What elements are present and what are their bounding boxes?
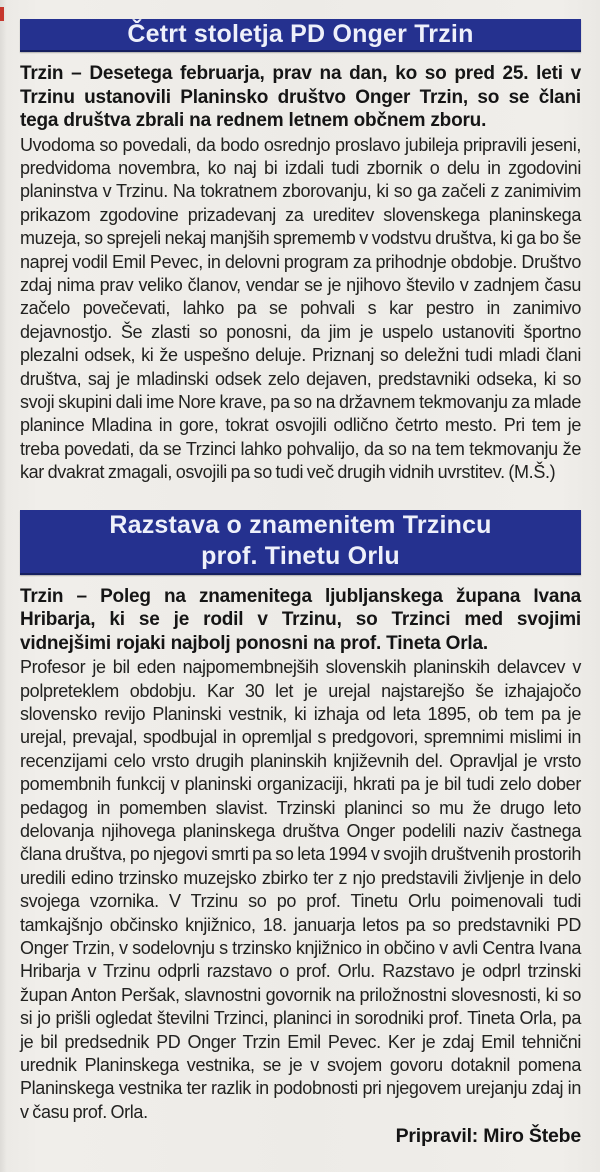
article-body: Uvodoma so povedali, da bodo osrednjo proslavo jubileja pripravili jeseni, predvidoma novembra, ko naj bi izdali tudi zbornik o delu in zgodovini planinstva v Trzinu. Na tokratnem zborovanju, ki so ga začeli z zanimivim prikazom zgodovine prizadevanj za ureditev slovenskega planinskega muzeja, so sprejeli nekaj manjših sprememb v vodstvu društva, ki ga bo še naprej vodil Emil Pevec, in delovni program za prihodnje obdobje. Društvo zdaj nima prav veliko članov, vendar se je njihovo število v zadnjem času začelo povečevati, lahko pa se pohvali s kar pestro in zanimivo dejavnostjo. Še zlasti so ponosni, da jim je uspelo ustanoviti športno plezalni odsek, ki že uspešno deluje. Priznanj so deležni tudi mladi člani društva, saj je mladinski odsek zelo dejaven, predstavniki odseka, ki so svoji skupini dali ime Nore krave, pa so na državnem tekmovanju za mlade planince Mladina in gore, tokrat osvojili odlično četrto mesto. Pri tem je treba povedati, da se Trzinci lahko pohvalijo, da so na tem tekmovanju že kar dvakrat zmagali, osvojili pa so tudi več drugih vidnih uvrstitev. (M.Š.) — [20, 134, 581, 483]
article-title-line: Četrt stoletja PD Onger Trzin — [127, 20, 474, 48]
article-title-line-1: Razstava o znamenitem Trzincu — [109, 511, 492, 540]
article-title-line-2: prof. Tinetu Orlu — [201, 542, 400, 571]
article-title-banner — [20, 510, 581, 575]
article-lead: Trzin – Poleg na znamenitega ljubljanskega župana Ivana Hribarja, ki se je rodil v Trzinu, so Trzinci med svojimi vidnejšimi rojaki najbolj ponosni na prof. Tineta Orla. — [20, 585, 581, 654]
article-title — [109, 510, 491, 572]
article-title-banner — [20, 19, 581, 52]
article-body: Profesor je bil eden najpomembnejših slovenskih planinskih delavcev v polpreteklem obdobju. Kar 30 let je urejal najstarejšo še izhajajočo slovensko revijo Planinski vestnik, ki izhaja od leta 1895, ob tem pa je urejal, prevajal, spodbujal in opremljal s predgovori, spremnimi mislimi in recenzijami celo vrsto drugih planinskih književnih del. Opravljal je vrsto pomembnih funkcij v planinski organizaciji, hkrati pa je bil tudi zelo dober pedagog in pomemben slavist. Trzinski planinci so mu že drugo leto delovanja njihovega planinskega društva Onger podelili naziv častnega člana društva, po njegovi smrti pa so leta 1994 v svojih društvenih prostorih uredili edino trzinsko muzejsko zbirko ter z njo predstavili življenje in delo svojega vzornika. V Trzinu so po prof. Tinetu Orlu poimenovali tudi tamkajšnjo občinsko knjižnico, 18. januarja letos pa so predstavniki PD Onger Trzin, v sodelovnju s trzinsko knjižnico in občino v avli Centra Ivana Hribarja v Trzinu odprli razstavo o prof. Orlu. Razstavo je odprl trzinski župan Anton Peršak, slavnostni govornik na priložnostni slovesnosti, ki so si jo prišli ogledat številni Trzinci, planinci in sorodniki prof. Tineta Orla, pa je bil predsednik PD Onger Trzin Emil Pevec. Ker je zdaj Emil tehnični urednik Planinskega vestnika, se je v svojem govoru dotaknil pomena Planinskega vestnika ter razlik in podobnosti pri njegovem urejanju zdaj in v času prof. Orla. — [20, 657, 581, 1122]
article-tine-orel-exhibition — [20, 510, 581, 1149]
article-pd-onger-anniversary — [20, 19, 581, 485]
article-byline: Pripravil: Miro Štebe — [395, 1125, 581, 1148]
article-lead: Trzin – Desetega februarja, prav na dan, ko so pred 25. leti v Trzinu ustanovili Planinsko društvo Onger Trzin, so se člani tega društva zbrali na rednem letnem občnem zboru. — [20, 63, 581, 131]
article-title — [127, 20, 473, 49]
scan-artifact-red-mark — [0, 7, 4, 21]
